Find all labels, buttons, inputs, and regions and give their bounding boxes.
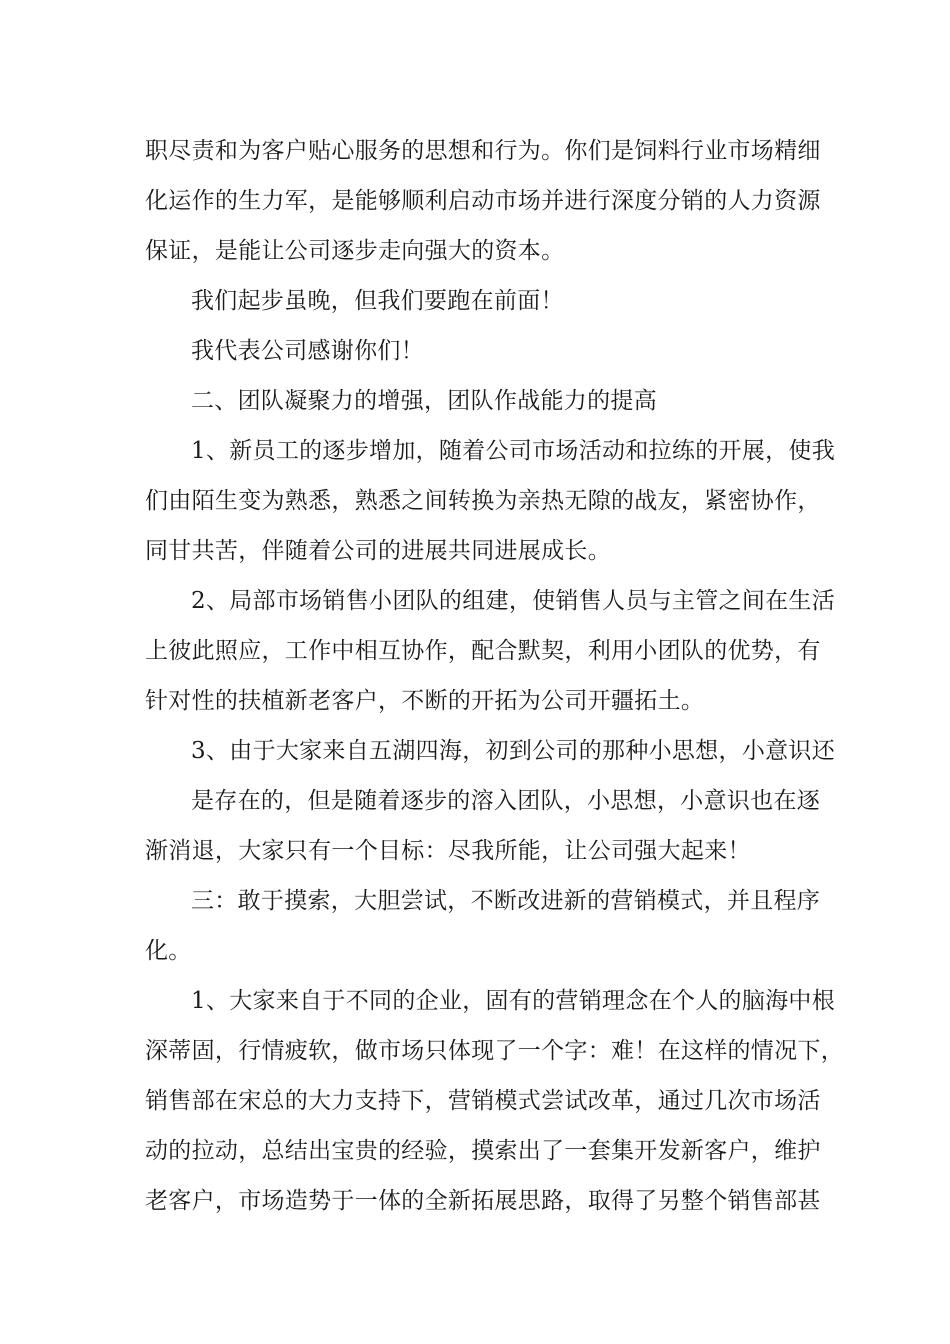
section-heading: 二、团队凝聚力的增强，团队作战能力的提高 [191, 388, 657, 414]
paragraph-line: 职尽责和为客户贴心服务的思想和行为。你们是饲料行业市场精细 [145, 138, 821, 164]
paragraph-line: 们由陌生变为熟悉，熟悉之间转换为亲热无隙的战友，紧密协作， [145, 488, 821, 514]
paragraph-line: 上彼此照应，工作中相互协作，配合默契，利用小团队的优势，有 [145, 638, 821, 664]
paragraph-line: 针对性的扶植新老客户，不断的开拓为公司开疆拓土。 [145, 688, 705, 714]
section-heading: 化。 [145, 938, 192, 964]
paragraph-line: 同甘共苦，伴随着公司的进展共同进展成长。 [145, 538, 611, 564]
paragraph-line: 我们起步虽晚，但我们要跑在前面！ [191, 288, 564, 314]
paragraph-line: 渐消退，大家只有一个目标：尽我所能，让公司强大起来！ [145, 838, 751, 864]
paragraph-line: 老客户，市场造势于一体的全新拓展思路，取得了另整个销售部甚 [145, 1188, 821, 1214]
paragraph-line: 2、局部市场销售小团队的组建，使销售人员与主管之间在生活 [191, 588, 836, 614]
paragraph-line: 1、大家来自于不同的企业，固有的营销理念在个人的脑海中根 [191, 988, 836, 1014]
paragraph-line: 3、由于大家来自五湖四海，初到公司的那种小思想，小意识还 [191, 738, 836, 764]
paragraph-line: 深蒂固，行情疲软，做市场只体现了一个字：难！在这样的情况下， [145, 1038, 844, 1064]
paragraph-line: 是存在的，但是随着逐步的溶入团队，小思想，小意识也在逐 [191, 788, 821, 814]
paragraph-line: 动的拉动，总结出宝贵的经验，摸索出了一套集开发新客户，维护 [145, 1138, 821, 1164]
paragraph-line: 销售部在宋总的大力支持下，营销模式尝试改革，通过几次市场活 [145, 1088, 821, 1114]
paragraph-line: 我代表公司感谢你们！ [191, 338, 424, 364]
paragraph-line: 1、新员工的逐步增加，随着公司市场活动和拉练的开展，使我 [191, 438, 836, 464]
paragraph-line: 保证，是能让公司逐步走向强大的资本。 [145, 238, 565, 264]
section-heading: 三：敢于摸索，大胆尝试，不断改进新的营销模式，并且程序 [191, 888, 821, 914]
paragraph-line: 化运作的生力军，是能够顺利启动市场并进行深度分销的人力资源 [145, 188, 821, 214]
